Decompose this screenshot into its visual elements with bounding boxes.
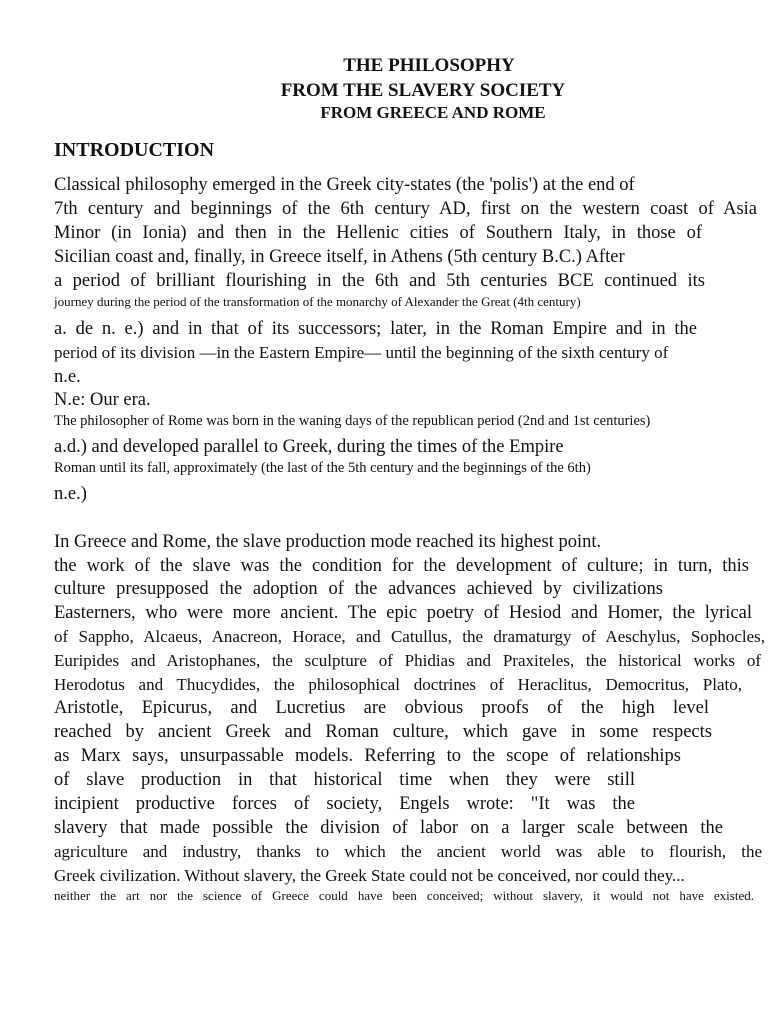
text-line: In Greece and Rome, the slave production mode reached its highest point. (54, 532, 602, 552)
text-line: reached by ancient Greek and Roman culture, which gave in some respects (54, 722, 712, 742)
text-line: incipient productive forces of society, Engels wrote: "It was the (54, 794, 635, 814)
text-line: Classical philosophy emerged in the Greek city-states (the 'polis') at the end of (54, 175, 635, 195)
text-line: the work of the slave was the condition for the development of culture; in turn, this (54, 556, 749, 576)
text-line: culture presupposed the adoption of the advances achieved by civilizations (54, 579, 663, 599)
text-line: The philosopher of Rome was born in the waning days of the republican period (2nd and 1st centuries) (54, 413, 651, 429)
text-line: Greek civilization. Without slavery, the Greek State could not be conceived, nor could they... (54, 866, 685, 885)
text-line: Minor (in Ionia) and then in the Hellenic cities of Southern Italy, in those of (54, 223, 702, 243)
section-heading: INTRODUCTION (54, 139, 215, 161)
text-line: Easterners, who were more ancient. The epic poetry of Hesiod and Homer, the lyrical (54, 603, 752, 623)
text-line: journey during the period of the transformation of the monarchy of Alexander the Great (4th century) (54, 294, 581, 309)
text-line: Herodotus and Thucydides, the philosophical doctrines of Heraclitus, Democritus, Plato, (54, 675, 742, 694)
text-line: N.e: Our era. (54, 390, 151, 410)
text-line: neither the art nor the science of Greece could have been conceived; without slavery, it would not have existed. (54, 888, 754, 903)
text-line: a. de n. e.) and in that of its successors; later, in the Roman Empire and in the (54, 319, 697, 339)
text-line: a.d.) and developed parallel to Greek, during the times of the Empire (54, 437, 564, 457)
text-line: a period of brilliant flourishing in the 6th and 5th centuries BCE continued its (54, 271, 705, 291)
text-line: agriculture and industry, thanks to which the ancient world was able to flourish, the (54, 842, 762, 861)
text-line: of slave production in that historical time when they were still (54, 770, 635, 790)
text-line: of Sappho, Alcaeus, Anacreon, Horace, and Catullus, the dramaturgy of Aeschylus, Sophocles, (54, 627, 765, 646)
text-line: n.e. (54, 367, 81, 387)
text-line: Roman until its fall, approximately (the last of the 5th century and the beginnings of the 6th) (54, 460, 591, 476)
text-line: n.e.) (54, 484, 87, 504)
text-line: 7th century and beginnings of the 6th century AD, first on the western coast of Asia (54, 199, 757, 219)
text-line: Sicilian coast and, finally, in Greece itself, in Athens (5th century B.C.) After (54, 247, 625, 267)
text-line: as Marx says, unsurpassable models. Referring to the scope of relationships (54, 746, 681, 766)
title-line-3: FROM GREECE AND ROME (320, 103, 546, 122)
title-line-2: FROM THE SLAVERY SOCIETY (280, 80, 566, 101)
text-line: slavery that made possible the division of labor on a larger scale between the (54, 818, 723, 838)
text-line: Aristotle, Epicurus, and Lucretius are obvious proofs of the high level (54, 698, 709, 718)
title-line-1: THE PHILOSOPHY (343, 55, 515, 76)
text-line: period of its division —in the Eastern Empire— until the beginning of the sixth century of (54, 343, 669, 362)
text-line: Euripides and Aristophanes, the sculpture of Phidias and Praxiteles, the historical works of (54, 651, 761, 670)
